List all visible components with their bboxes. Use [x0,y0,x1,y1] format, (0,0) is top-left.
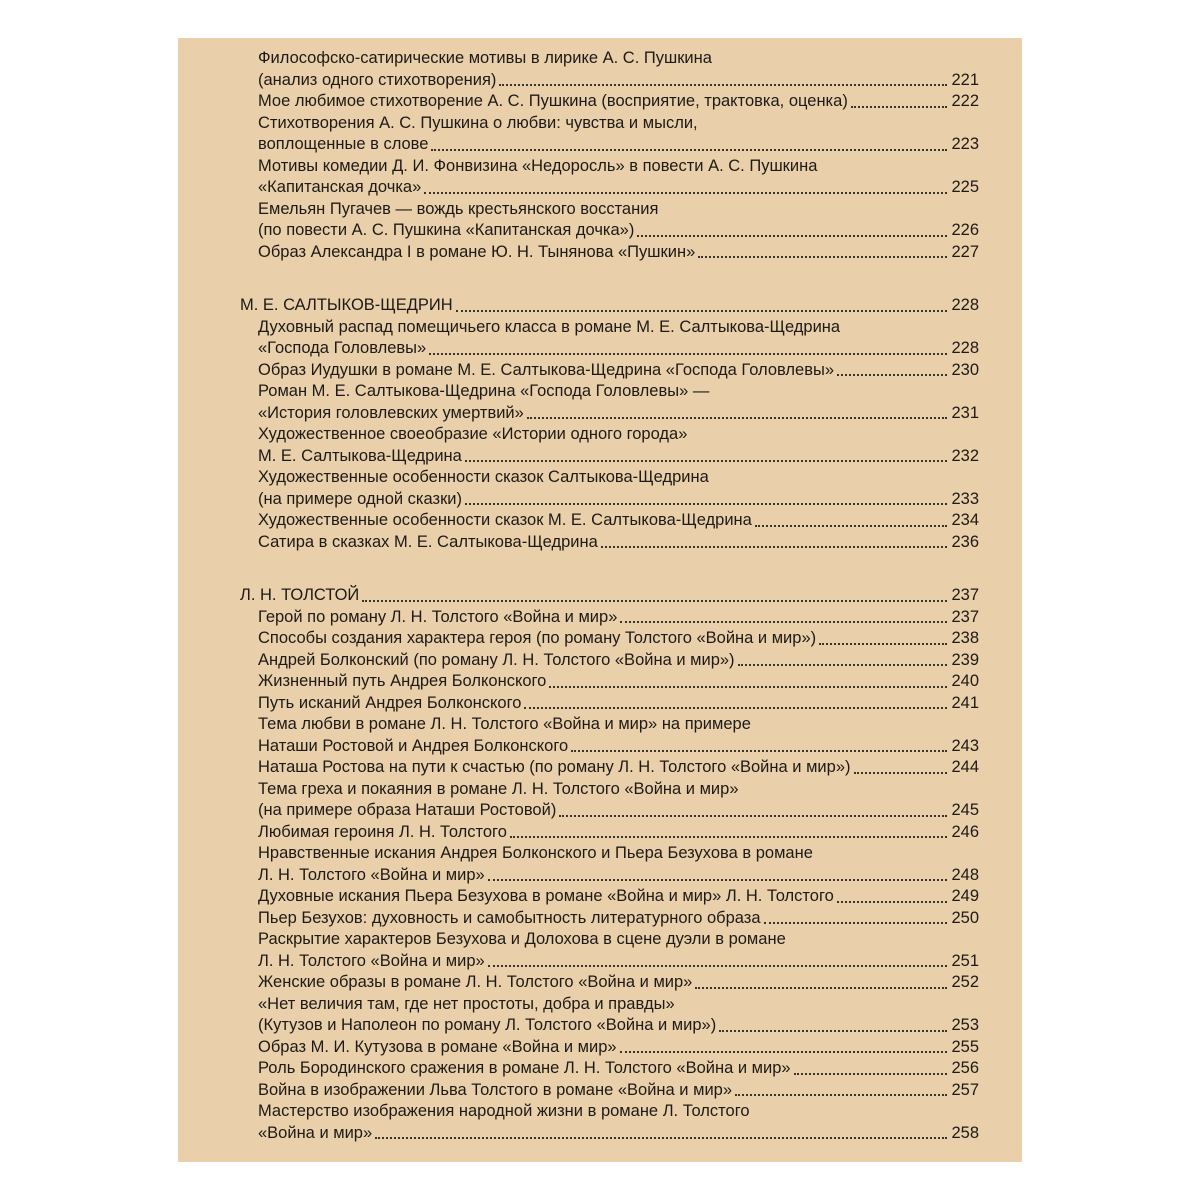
toc-line [178,48,1022,70]
toc-line [178,951,1022,973]
toc-line-text: Нравственные искания Андрея Болконского и Пьера Безухова в романе [258,844,813,862]
toc-entry [178,156,1022,199]
toc-line-text: (анализ одного стихотворения) [258,70,497,89]
page-number: 246 [951,822,979,841]
toc-line [178,628,1022,650]
toc-line-text: Сатира в сказках М. Е. Салтыкова-Щедрина [258,532,598,551]
toc-line [178,134,1022,156]
toc-entry [178,929,1022,972]
toc-line-text: (на примере одной сказки) [258,489,463,508]
dot-leader [559,815,947,817]
toc-entry [178,113,1022,156]
toc-line-text: «История головлевских умертвий» [258,403,524,422]
toc-line-text: Художественное своеобразие «Истории одного города» [258,425,688,443]
toc-line [178,403,1022,425]
toc-entry [178,757,1022,779]
dot-leader [465,503,947,505]
page-number: 231 [951,403,979,422]
toc-entry [178,908,1022,930]
toc-entry [178,242,1022,264]
toc-entry [178,424,1022,467]
dot-leader [510,836,947,838]
page-number: 236 [951,532,979,551]
toc-line [178,295,1022,317]
toc-line [178,693,1022,715]
toc-line [178,929,1022,951]
toc-line-text: Способы создания характера героя (по роману Толстого «Война и мир») [258,629,817,647]
toc-entry [178,510,1022,532]
toc-line-text: Пьер Безухов: духовность и самобытность литературного образа [258,908,761,927]
table-of-contents [178,48,1022,1144]
toc-line-text: Л. Н. ТОЛСТОЙ [240,586,360,604]
toc-line [178,156,1022,178]
dot-leader [527,417,947,419]
toc-entry [178,360,1022,382]
toc-line [178,671,1022,693]
toc-line [178,467,1022,489]
toc-entry [178,317,1022,360]
page-number: 233 [951,489,979,508]
toc-line-text: Мастерство изображения народной жизни в романе Л. Толстого [258,1102,750,1120]
toc-entry [178,628,1022,650]
toc-line-text: Роман М. Е. Салтыкова-Щедрина «Господа Головлевы» — [258,382,710,400]
toc-line-text: Образ Александра I в романе Ю. Н. Тынянова «Пушкин» [258,242,696,261]
toc-line [178,360,1022,382]
toc-line-text: «Господа Головлевы» [258,339,427,357]
dot-leader [837,374,947,376]
page-number: 256 [951,1059,979,1077]
toc-line [178,972,1022,994]
toc-entry [178,199,1022,242]
toc-line-text: (Кутузов и Наполеон по роману Л. Толстого «Война и мир») [258,1016,717,1034]
toc-line [178,113,1022,135]
dot-leader [424,192,947,194]
page-number: 232 [951,446,979,465]
page-number: 238 [951,629,979,647]
toc-line [178,714,1022,736]
toc-line-text: «Капитанская дочка» [258,178,422,196]
dot-leader [695,987,947,989]
toc-line [178,736,1022,758]
toc-line-text: (по повести А. С. Пушкина «Капитанская дочка») [258,221,635,239]
toc-line-text: Духовные искания Пьера Безухова в романе «Война и мир» Л. Н. Толстого [258,887,834,905]
toc-entry [178,48,1022,91]
dot-leader [764,922,947,924]
toc-entry [178,91,1022,113]
toc-line [178,865,1022,887]
page-number: 248 [951,865,979,884]
toc-line-text: Стихотворения А. С. Пушкина о любви: чувства и мысли, [258,113,698,132]
dot-leader [456,310,947,312]
dot-leader [698,256,947,258]
dot-leader [549,686,947,688]
toc-line [178,779,1022,801]
dot-leader [738,664,947,666]
toc-line [178,757,1022,779]
toc-entry [178,714,1022,757]
toc-line-text: Художественные особенности сказок М. Е. Салтыкова-Щедрина [258,511,752,529]
toc-line [178,446,1022,468]
dot-leader [854,772,947,774]
toc-line [178,843,1022,865]
toc-entry [178,1101,1022,1144]
toc-line-text: (на примере образа Наташи Ростовой) [258,801,557,819]
page-number: 240 [951,672,979,690]
page-number: 230 [951,360,979,379]
toc-line-text: М. Е. САЛТЫКОВ-ЩЕДРИН [240,296,453,314]
toc-line [178,1123,1022,1145]
toc-line-text: Тема любви в романе Л. Н. Толстого «Война и мир» на примере [258,715,751,733]
page-number: 222 [951,92,979,110]
page-number: 226 [951,221,979,239]
toc-line-text: «Война и мир» [258,1123,373,1142]
toc-line [178,424,1022,446]
toc-line-text: М. Е. Салтыкова-Щедрина [258,446,462,465]
page-number: 237 [951,607,979,626]
page-number: 251 [951,951,979,970]
toc-entry [178,779,1022,822]
page-number: 221 [951,70,979,89]
toc-entry [178,822,1022,844]
toc-line-text: Раскрытие характеров Безухова и Долохова в сцене дуэли в романе [258,930,786,948]
toc-line [178,338,1022,360]
page-number: 252 [951,973,979,991]
toc-line-text: Роль Бородинского сражения в романе Л. Н. Толстого «Война и мир» [258,1059,791,1077]
toc-line-text: Тема греха и покаяния в романе Л. Н. Толстого «Война и мир» [258,779,739,798]
toc-line-text: Андрей Болконский (по роману Л. Н. Толстого «Война и мир») [258,650,735,669]
page-number: 250 [951,908,979,927]
page-number: 234 [951,511,979,529]
toc-line-text: Духовный распад помещичьего класса в романе М. Е. Салтыкова-Щедрина [258,317,841,336]
toc-entry [178,532,1022,554]
dot-leader [620,621,947,623]
page-number: 255 [951,1037,979,1056]
section-gap [178,263,1022,295]
toc-entry [178,650,1022,672]
dot-leader [362,600,947,602]
toc-line [178,1015,1022,1037]
page-number: 239 [951,650,979,669]
toc-line-text: воплощенные в слове [258,135,429,153]
toc-entry [178,843,1022,886]
dot-leader [375,1137,947,1139]
dot-leader [851,106,947,108]
toc-line [178,199,1022,221]
dot-leader [499,84,947,86]
toc-line-text: Образ Иудушки в романе М. Е. Салтыкова-Щедрина «Господа Головлевы» [258,360,835,379]
page-number: 244 [951,758,979,776]
page-number: 237 [951,586,979,604]
toc-line-text: Образ М. И. Кутузова в романе «Война и мир» [258,1037,617,1056]
toc-line [178,650,1022,672]
toc-line-text: Герой по роману Л. Н. Толстого «Война и мир» [258,607,618,626]
dot-leader [719,1030,947,1032]
toc-line [178,1058,1022,1080]
dot-leader [735,1094,947,1096]
toc-entry [178,467,1022,510]
dot-leader [524,707,947,709]
toc-line [178,532,1022,554]
page-number: 253 [951,1016,979,1034]
toc-line [178,317,1022,339]
toc-entry [178,381,1022,424]
page-number: 257 [951,1080,979,1099]
dot-leader [488,879,947,881]
toc-entry [178,1080,1022,1102]
page-number: 249 [951,887,979,905]
toc-line-text: Л. Н. Толстого «Война и мир» [258,865,485,884]
toc-entry [178,671,1022,693]
toc-line-text: Емельян Пугачев — вождь крестьянского восстания [258,199,659,218]
toc-section-heading [178,585,1022,607]
toc-line-text: Мотивы комедии Д. И. Фонвизина «Недоросль» в повести А. С. Пушкина [258,156,818,175]
page-number: 228 [951,296,979,314]
dot-leader [571,750,947,752]
dot-leader [837,901,947,903]
toc-entry [178,693,1022,715]
toc-entry [178,994,1022,1037]
toc-line-text: «Нет величия там, где нет простоты, добра и правды» [258,994,675,1013]
toc-line [178,70,1022,92]
page-number: 227 [951,242,979,261]
toc-line [178,1037,1022,1059]
dot-leader [755,525,947,527]
toc-line [178,489,1022,511]
page-number: 225 [951,178,979,196]
toc-line [178,177,1022,199]
toc-line [178,381,1022,403]
toc-line [178,908,1022,930]
toc-line [178,822,1022,844]
toc-line [178,886,1022,908]
dot-leader [637,235,947,237]
toc-line-text: Мое любимое стихотворение А. С. Пушкина (восприятие, трактовка, оценка) [258,92,848,110]
toc-line-text: Художественные особенности сказок Салтыкова-Щедрина [258,468,709,486]
toc-line [178,1101,1022,1123]
toc-line-text: Наташа Ростова на пути к счастью (по роману Л. Н. Толстого «Война и мир») [258,758,851,776]
toc-line-text: Женские образы в романе Л. Н. Толстого «Война и мир» [258,973,693,991]
toc-line [178,607,1022,629]
toc-line-text: Л. Н. Толстого «Война и мир» [258,951,485,970]
toc-line-text: Философско-сатирические мотивы в лирике А. С. Пушкина [258,49,712,67]
page-number: 243 [951,736,979,755]
toc-entry [178,886,1022,908]
toc-line [178,1080,1022,1102]
toc-line-text: Наташи Ростовой и Андрея Болконского [258,736,569,755]
toc-line-text: Путь исканий Андрея Болконского [258,693,522,712]
toc-line [178,91,1022,113]
toc-line [178,585,1022,607]
toc-line [178,800,1022,822]
toc-line [178,220,1022,242]
dot-leader [620,1051,947,1053]
toc-entry [178,972,1022,994]
toc-line [178,510,1022,532]
dot-leader [819,643,947,645]
book-page [178,38,1022,1162]
toc-line [178,242,1022,264]
dot-leader [488,965,947,967]
toc-line-text: Война в изображении Льва Толстого в романе «Война и мир» [258,1080,733,1099]
toc-line-text: Любимая героиня Л. Н. Толстого [258,822,507,841]
dot-leader [601,546,947,548]
toc-entry [178,1037,1022,1059]
toc-section-heading [178,295,1022,317]
page-number: 258 [951,1123,979,1142]
toc-line-text: Жизненный путь Андрея Болконского [258,672,547,690]
page-number: 223 [951,135,979,153]
dot-leader [794,1073,947,1075]
dot-leader [431,149,947,151]
section-gap [178,553,1022,585]
dot-leader [429,353,947,355]
toc-entry [178,607,1022,629]
page-number: 241 [951,693,979,712]
dot-leader [465,460,947,462]
page-number: 228 [951,339,979,357]
toc-entry [178,1058,1022,1080]
toc-line [178,994,1022,1016]
page-number: 245 [951,801,979,819]
